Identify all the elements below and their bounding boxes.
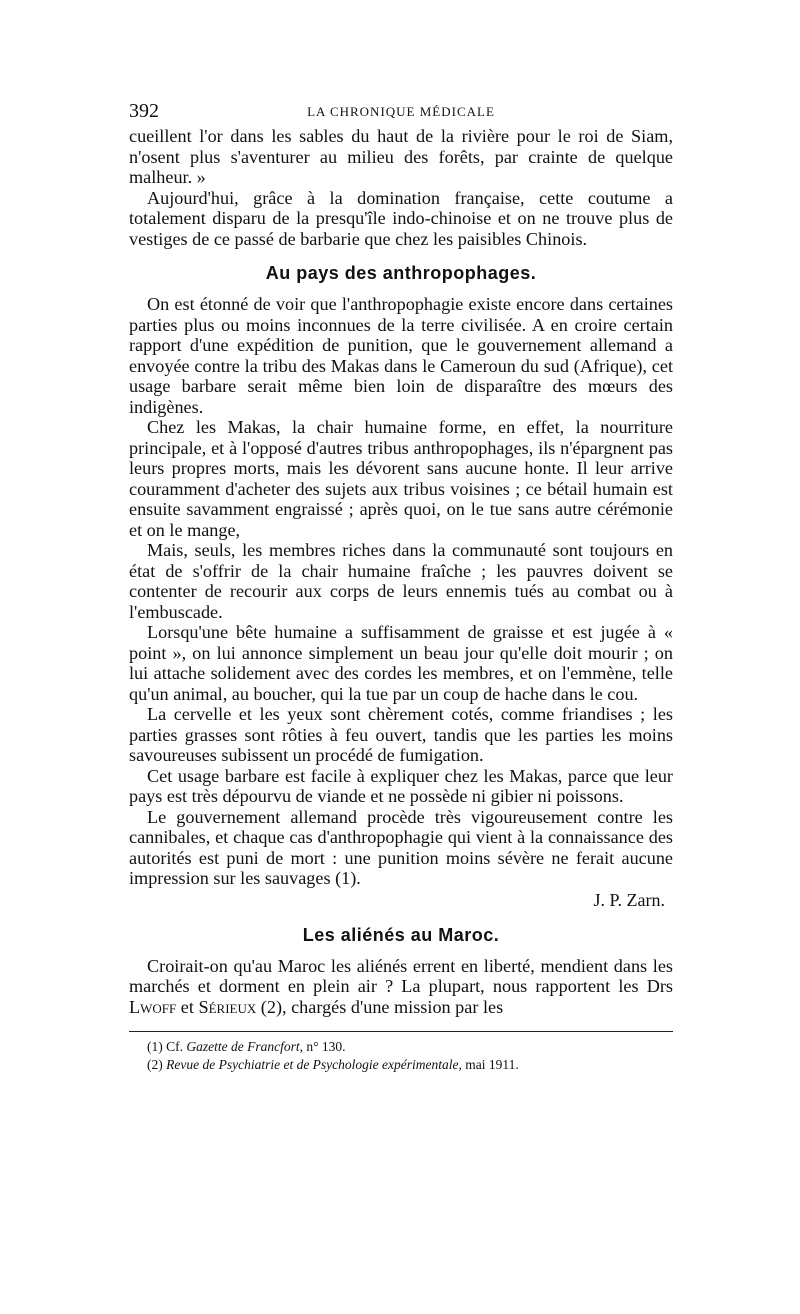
author-signature: J. P. Zarn. xyxy=(593,889,665,910)
maroc-text-after: (2), chargés d'une mission par les xyxy=(260,996,504,1017)
body-paragraph: La cervelle et les yeux sont chèrement cotés, comme friandises ; les parties grasses sont rôties à feu ouvert, tandis que les parties les moins savoureuses subissent un procédé de fumigation. xyxy=(129,704,673,765)
doctor-name-lwoff: Lwoff xyxy=(129,996,177,1017)
footnote-detail: mai 1911. xyxy=(465,1057,519,1072)
body-paragraph: Cet usage barbare est facile à expliquer chez les Makas, parce que leur pays est très dépourvu de viande et ne possède ni gibier ni poissons. xyxy=(129,765,673,806)
body-paragraph: Le gouvernement allemand procède très vigoureusement contre les cannibales, et chaque cas d'anthropophagie qui vient à la connaissance des autorités est puni de mort : une punition moins sévère ne ferait aucune impression sur les sauvages (1). xyxy=(129,806,673,888)
section-title-anthropophages: Au pays des anthropophages. xyxy=(265,263,537,283)
body-paragraph: Chez les Makas, la chair humaine forme, en effet, la nourriture principale, et à l'opposé d'autres tribus anthropophages, ils n'épargnent pas leurs propres morts, mais les dévorent sans aucune honte. Il leur arrive couramment d'acheter des sujets aux tribus voisines ; ce bétail humain est ensuite savamment engraissé ; après quoi, on le tue sans autre cérémonie et on le mange, xyxy=(129,417,673,540)
maroc-text-before: Croirait-on qu'au Maroc les aliénés errent en liberté, mendient dans les marchés et dorment en plein air ? La plupart, nous rapportent les xyxy=(129,955,673,996)
footnote-number: (1) Cf. xyxy=(147,1039,183,1054)
page-header xyxy=(129,100,673,126)
body-paragraph: On est étonné de voir que l'anthropophagie existe encore dans certaines parties plus ou moins inconnues de la terre civilisée. A en croire certain rapport d'une expédition de punition, que le gouvernement allemand a envoyée contre la tribu des Makas dans le Cameroun du sud (Afrique), cet usage barbare serait même bien loin de disparaître des mœurs des indigènes. xyxy=(129,294,673,417)
footnote-1 xyxy=(147,1038,673,1056)
intro-paragraph-continued: cueillent l'or dans les sables du haut de la rivière pour le roi de Siam, n'osent plus s'aventurer au milieu des forêts, par crainte de quelque malheur. » xyxy=(129,126,673,187)
doctor-name-serieux: Sérieux xyxy=(198,996,257,1017)
intro-paragraph: Aujourd'hui, grâce à la domination française, cette coutume a totalement disparu de la presqu'île indo-chinoise et on ne trouve plus de vestiges de ce passé de barbarie que chez les paisibles Chinois. xyxy=(129,187,673,249)
body-paragraph-maroc xyxy=(129,956,673,1018)
page xyxy=(129,100,673,1074)
footnote-source-title: Gazette de Francfort, xyxy=(186,1039,303,1054)
footnote-rule xyxy=(129,1031,673,1032)
footnotes xyxy=(129,1038,673,1074)
body-paragraph: Mais, seuls, les membres riches dans la communauté sont toujours en état de s'offrir de la chair humaine fraîche ; les pauvres doivent se contenter de recourir aux corps de leurs ennemis tués au combat ou à l'embuscade. xyxy=(129,540,673,622)
page-number: 392 xyxy=(129,100,159,122)
footnote-source-title: Revue de Psychiatrie et de Psychologie expérimentale, xyxy=(166,1057,462,1072)
doctors-abbrev: Drs xyxy=(646,976,673,996)
footnote-detail: n° 130. xyxy=(306,1039,346,1054)
body-paragraph: Lorsqu'une bête humaine a suffisamment de graisse et est jugée à « point », on lui annonce simplement un beau jour qu'elle doit mourir ; on lui attache solidement avec des cordes les membres, et on l'emmène, telle qu'un animal, au boucher, qui la tue par un coup de hache dans le cou. xyxy=(129,622,673,704)
section-title-alienes: Les aliénés au Maroc. xyxy=(302,924,500,945)
footnote-number: (2) xyxy=(147,1057,163,1072)
running-title: LA CHRONIQUE MÉDICALE xyxy=(307,104,495,119)
conjunction: et xyxy=(180,996,194,1017)
footnote-2 xyxy=(147,1056,673,1074)
